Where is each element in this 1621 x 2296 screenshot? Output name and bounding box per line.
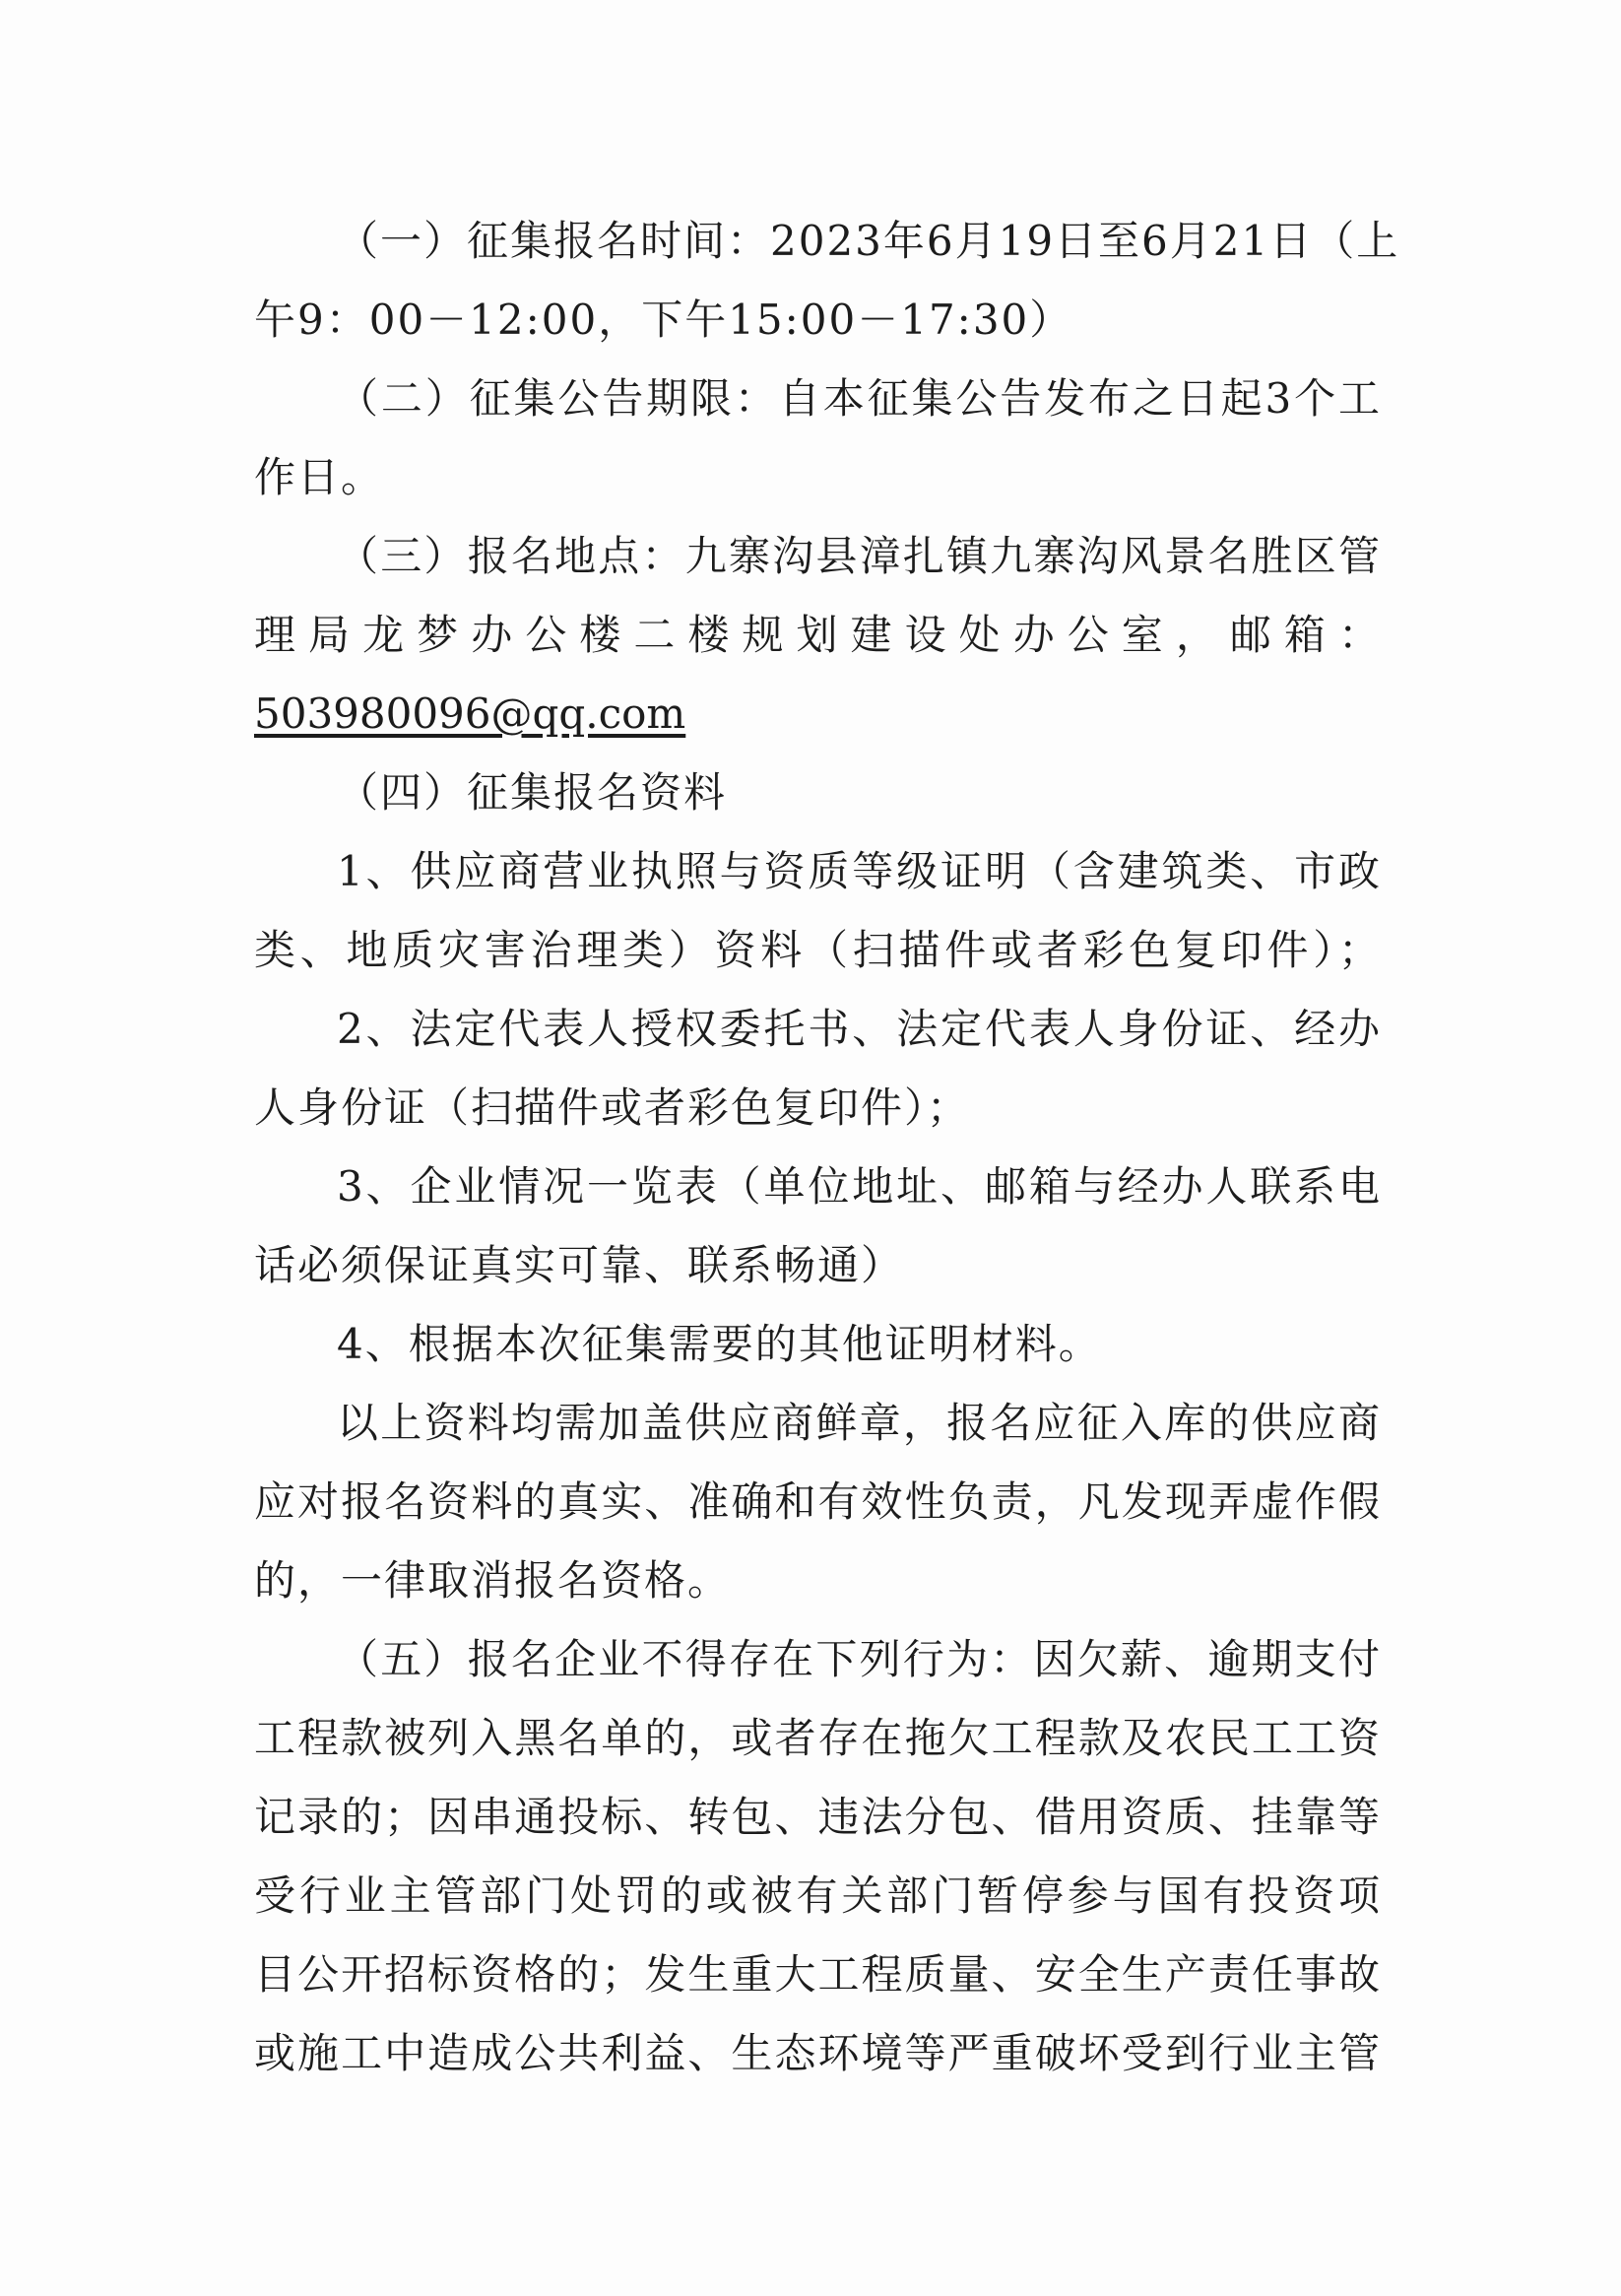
line-text: （一）征集报名时间：2023年6月19日至6月21日（上 — [337, 217, 1400, 265]
paragraph-line — [254, 754, 1382, 832]
line-text: 人身份证（扫描件或者彩色复印件）； — [254, 1083, 971, 1132]
paragraph-line — [254, 1857, 1382, 1935]
line-text: （五）报名企业不得存在下列行为：因欠薪、逾期支付 — [337, 1635, 1382, 1683]
paragraph-line — [254, 438, 1382, 517]
line-text: 理局龙梦办公楼二楼规划建设处办公室，邮箱： — [254, 611, 1382, 659]
line-text: 受行业主管部门处罚的或被有关部门暂停参与国有投资项 — [254, 1871, 1382, 1920]
paragraph-line — [254, 1305, 1382, 1384]
line-text: 话必须保证真实可靠、联系畅通） — [254, 1241, 905, 1289]
line-text: 应对报名资料的真实、准确和有效性负责，凡发现弄虚作假 — [254, 1477, 1382, 1526]
paragraph-line — [254, 360, 1382, 438]
email-address-text[interactable]: 503980096@qq.com — [254, 689, 686, 738]
paragraph-line — [254, 1463, 1382, 1542]
paragraph-line — [254, 1699, 1382, 1778]
line-text: 记录的；因串通投标、转包、违法分包、借用资质、挂靠等 — [254, 1793, 1382, 1841]
line-text: 作日。 — [254, 453, 385, 501]
paragraph-line — [254, 990, 1382, 1069]
paragraph-line — [254, 1935, 1382, 2014]
paragraph-line — [254, 1069, 1382, 1148]
line-text: 工程款被列入黑名单的，或者存在拖欠工程款及农民工工资 — [254, 1714, 1382, 1762]
line-text: 或施工中造成公共利益、生态环境等严重破坏受到行业主管 — [254, 2029, 1382, 2077]
paragraph-line — [254, 2014, 1382, 2093]
paragraph-line — [254, 911, 1382, 990]
paragraph-line — [254, 1148, 1382, 1226]
line-text: （二）征集公告期限：自本征集公告发布之日起3个工 — [337, 374, 1382, 423]
paragraph-line — [254, 1226, 1382, 1305]
email-address-line — [254, 675, 1382, 754]
line-text: 1、供应商营业执照与资质等级证明（含建筑类、市政 — [337, 847, 1382, 895]
paragraph-line — [254, 1542, 1382, 1620]
paragraph-line — [254, 202, 1400, 281]
line-text: 4、根据本次征集需要的其他证明材料。 — [337, 1320, 1102, 1368]
line-text: 的，一律取消报名资格。 — [254, 1556, 732, 1605]
paragraph-line — [254, 1778, 1382, 1857]
line-text: 2、法定代表人授权委托书、法定代表人身份证、经办 — [337, 1005, 1382, 1053]
line-text: 类、地质灾害治理类）资料（扫描件或者彩色复印件）； — [254, 926, 1382, 974]
paragraph-line — [254, 832, 1382, 911]
line-text: 以上资料均需加盖供应商鲜章，报名应征入库的供应商 — [337, 1399, 1382, 1447]
line-text: （三）报名地点：九寨沟县漳扎镇九寨沟风景名胜区管 — [337, 532, 1382, 580]
line-text: 目公开招标资格的；发生重大工程质量、安全生产责任事故 — [254, 1950, 1382, 1999]
document-body — [254, 202, 1400, 2093]
paragraph-line — [254, 1384, 1382, 1463]
line-text: 午9：00－12:00，下午15:00－17:30） — [254, 295, 1073, 344]
paragraph-line — [254, 281, 1382, 360]
paragraph-line — [254, 517, 1382, 596]
line-text: 3、企业情况一览表（单位地址、邮箱与经办人联系电 — [337, 1162, 1382, 1211]
paragraph-line — [254, 596, 1382, 675]
line-text: （四）征集报名资料 — [337, 768, 728, 817]
paragraph-line — [254, 1620, 1382, 1699]
